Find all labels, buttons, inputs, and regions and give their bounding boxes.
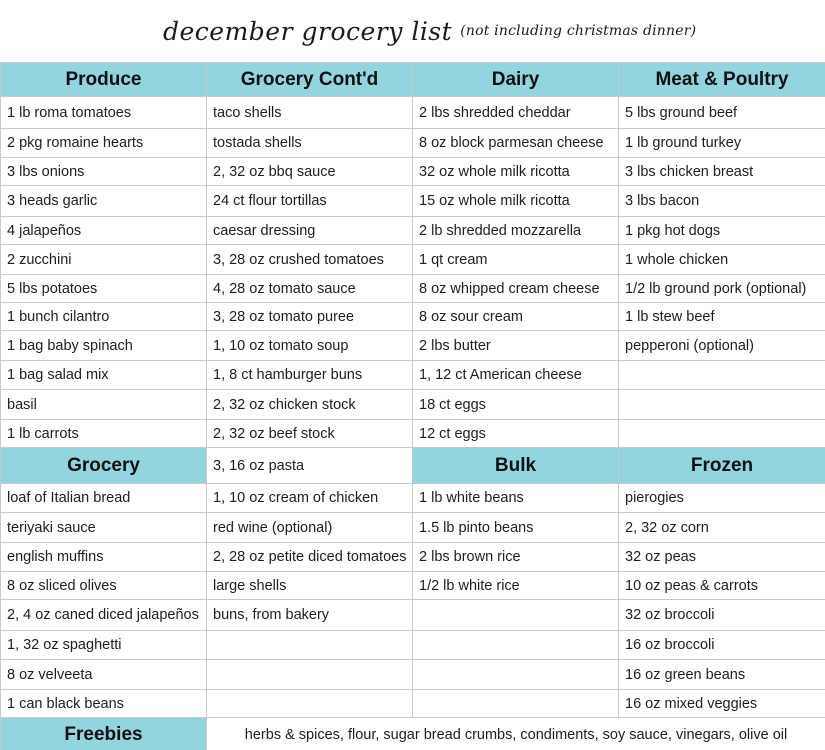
table-row [1,484,825,513]
frozen-item: 16 oz broccoli [619,631,825,660]
header-meat-poultry: Meat & Poultry [619,63,825,97]
frozen-item: 16 oz mixed veggies [619,690,825,718]
grocery-contd-item: 2, 32 oz chicken stock [207,390,413,420]
produce-item: 5 lbs potatoes [1,275,207,303]
grocery-item: 2, 4 oz caned diced jalapeños [1,600,207,631]
freebies-text: herbs & spices, flour, sugar bread crumbs, condiments, soy sauce, vinegars, olive oil [207,718,825,750]
grocery-contd-item: 1, 8 ct hamburger buns [207,361,413,390]
page-title [0,0,825,62]
grocery-contd-item: large shells [207,572,413,600]
frozen-item: 2, 32 oz corn [619,513,825,543]
meat-item: 3 lbs bacon [619,186,825,217]
dairy-item: 12 ct eggs [413,420,619,448]
meat-empty-cell [619,361,825,390]
grocery-item: 1, 32 oz spaghetti [1,631,207,660]
table-row [1,690,825,718]
table-row [1,217,825,245]
grocery-contd-item: 2, 32 oz beef stock [207,420,413,448]
table-row [1,631,825,660]
frozen-item: 32 oz peas [619,543,825,572]
dairy-item: 2 lb shredded mozzarella [413,217,619,245]
dairy-item: 2 lbs shredded cheddar [413,97,619,129]
meat-item: 1 pkg hot dogs [619,217,825,245]
table-row [1,390,825,420]
header-freebies: Freebies [1,718,207,750]
dairy-item: 1 qt cream [413,245,619,275]
grocery-contd-item: caesar dressing [207,217,413,245]
frozen-item: 32 oz broccoli [619,600,825,631]
table-row [1,245,825,275]
grocery-table [0,62,825,750]
table-row [1,600,825,631]
grocery-item: 8 oz velveeta [1,660,207,690]
meat-item: 1 lb stew beef [619,303,825,331]
grocery-contd-item: 1, 10 oz tomato soup [207,331,413,361]
grocery-item: 8 oz sliced olives [1,572,207,600]
table-row [1,572,825,600]
produce-item: 3 lbs onions [1,158,207,186]
meat-item: 1 whole chicken [619,245,825,275]
frozen-item: 10 oz peas & carrots [619,572,825,600]
produce-item: 3 heads garlic [1,186,207,217]
table-row [1,513,825,543]
grocery-contd-item: 3, 16 oz pasta [207,448,413,484]
produce-item: 2 zucchini [1,245,207,275]
grocery-contd-empty-cell [207,660,413,690]
grocery-item: loaf of Italian bread [1,484,207,513]
grocery-contd-empty-cell [207,690,413,718]
table-row [1,186,825,217]
table-row [1,660,825,690]
frozen-item: 16 oz green beans [619,660,825,690]
produce-item: basil [1,390,207,420]
meat-empty-cell [619,420,825,448]
bulk-empty-cell [413,660,619,690]
bulk-item: 1 lb white beans [413,484,619,513]
header-grocery-contd: Grocery Cont'd [207,63,413,97]
grocery-contd-item: 2, 32 oz bbq sauce [207,158,413,186]
produce-item: 4 jalapeños [1,217,207,245]
table-row [1,331,825,361]
table-row [1,420,825,448]
produce-item: 2 pkg romaine hearts [1,129,207,158]
grocery-contd-item: tostada shells [207,129,413,158]
header-bulk: Bulk [413,448,619,484]
bulk-empty-cell [413,631,619,660]
grocery-item: 1 can black beans [1,690,207,718]
header-produce: Produce [1,63,207,97]
grocery-contd-item: 2, 28 oz petite diced tomatoes [207,543,413,572]
title-main: december grocery list [163,16,453,46]
grocery-contd-empty-cell [207,631,413,660]
table-row [1,361,825,390]
table-row [1,158,825,186]
dairy-item: 8 oz sour cream [413,303,619,331]
bulk-item: 1.5 lb pinto beans [413,513,619,543]
title-subtitle: (not including christmas dinner) [460,23,697,39]
grocery-item: english muffins [1,543,207,572]
dairy-item: 15 oz whole milk ricotta [413,186,619,217]
meat-item: 1 lb ground turkey [619,129,825,158]
meat-item: pepperoni (optional) [619,331,825,361]
dairy-item: 1, 12 ct American cheese [413,361,619,390]
table-row [1,97,825,129]
meat-empty-cell [619,390,825,420]
header-row [1,63,825,97]
header-grocery: Grocery [1,448,207,484]
table-row [1,275,825,303]
grocery-contd-item: 24 ct flour tortillas [207,186,413,217]
produce-item: 1 bag baby spinach [1,331,207,361]
grocery-contd-item: red wine (optional) [207,513,413,543]
frozen-item: pierogies [619,484,825,513]
table-row [1,303,825,331]
bulk-empty-cell [413,690,619,718]
produce-item: 1 bag salad mix [1,361,207,390]
grocery-contd-item: 1, 10 oz cream of chicken [207,484,413,513]
bulk-item: 1/2 lb white rice [413,572,619,600]
meat-item: 5 lbs ground beef [619,97,825,129]
produce-item: 1 lb carrots [1,420,207,448]
dairy-item: 8 oz whipped cream cheese [413,275,619,303]
produce-item: 1 bunch cilantro [1,303,207,331]
dairy-item: 8 oz block parmesan cheese [413,129,619,158]
dairy-item: 18 ct eggs [413,390,619,420]
grocery-contd-item: buns, from bakery [207,600,413,631]
meat-item: 1/2 lb ground pork (optional) [619,275,825,303]
grocery-contd-item: taco shells [207,97,413,129]
freebies-row [1,718,825,750]
dairy-item: 2 lbs butter [413,331,619,361]
grocery-contd-item: 3, 28 oz crushed tomatoes [207,245,413,275]
header-dairy: Dairy [413,63,619,97]
table-row [1,543,825,572]
produce-item: 1 lb roma tomatoes [1,97,207,129]
dairy-item: 32 oz whole milk ricotta [413,158,619,186]
table-row [1,129,825,158]
header-frozen: Frozen [619,448,825,484]
grocery-contd-item: 3, 28 oz tomato puree [207,303,413,331]
bulk-empty-cell [413,600,619,631]
meat-item: 3 lbs chicken breast [619,158,825,186]
grocery-item: teriyaki sauce [1,513,207,543]
grocery-contd-item: 4, 28 oz tomato sauce [207,275,413,303]
bulk-item: 2 lbs brown rice [413,543,619,572]
header-row-2 [1,448,825,484]
